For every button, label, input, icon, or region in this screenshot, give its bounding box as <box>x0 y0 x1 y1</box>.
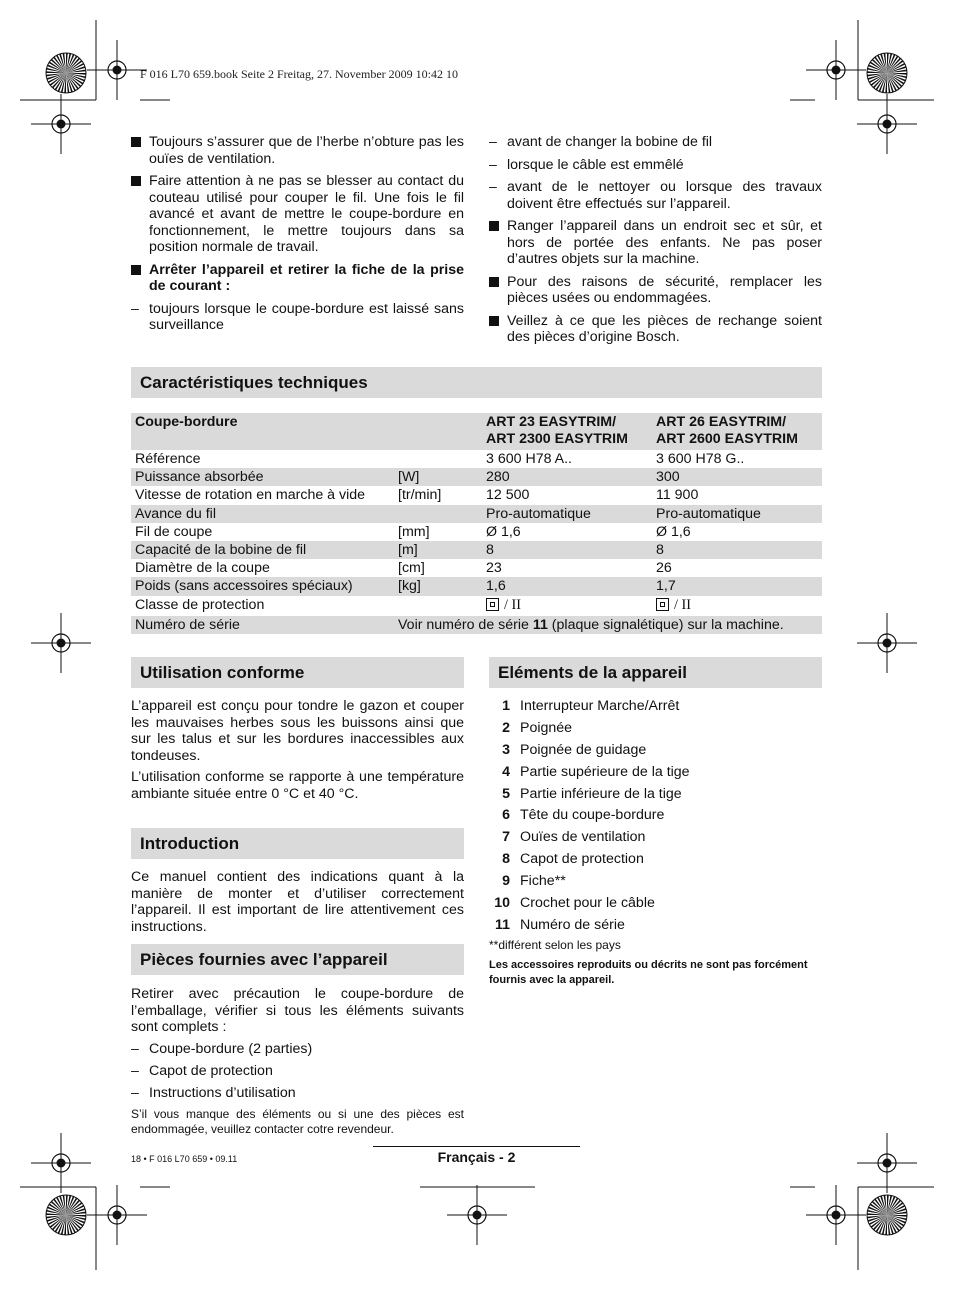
spec-value-b: 11 900 <box>656 487 699 504</box>
safety-bullet-5: Pour des raisons de sécurité, remplacer les pièces usées ou endommagées. <box>489 274 822 307</box>
safety-dash-1: – toujours lorsque le coupe-bordure est laissé sans surveillance <box>131 300 464 333</box>
element-item <box>489 698 822 720</box>
crosshair-mark-icon <box>857 613 917 673</box>
element-label: Capot de protection <box>520 851 644 868</box>
crosshair-mark-icon <box>806 40 866 100</box>
pieces-item: – Capot de protection <box>131 1062 273 1079</box>
spec-value-a: / II <box>482 596 652 617</box>
utilisation-paragraph-2: L’utilisation conforme se rapporte à une température ambiante située entre 0 °C et 40 °C. <box>131 769 464 802</box>
spec-value-b: 8 <box>652 541 822 559</box>
spec-label: Référence <box>135 451 201 467</box>
element-number: 1 <box>502 698 510 714</box>
element-label: Fiche** <box>520 873 566 890</box>
spec-unit: [tr/min] <box>398 487 442 504</box>
spec-unit <box>394 596 482 617</box>
spec-row <box>131 559 822 577</box>
element-item <box>489 720 822 742</box>
crosshair-mark-icon <box>857 94 917 154</box>
pieces-paragraph: Retirer avec précaution le coupe-bordure de l’emballage, vérifier si tous les éléments suivants sont complets : <box>131 986 464 1035</box>
spec-value-a: 23 <box>486 560 502 577</box>
element-item <box>489 764 822 786</box>
elements-notes <box>489 938 822 988</box>
elements-footnote: **différent selon les pays <box>489 938 621 952</box>
safety-bullet-2: Faire attention à ne pas se blesser au contact du couteau utilisé pour couper le fil. Une fois le fil avancé et avant de mettre le coupe-bordure en fonctionnement, le mettre toujours dans sa position normale de travail. <box>131 173 464 256</box>
spec-value-a: 12 500 <box>486 487 530 504</box>
spec-value-b: 300 <box>652 468 822 486</box>
element-number: 11 <box>495 916 510 933</box>
element-item <box>489 917 822 939</box>
starburst-mark-icon <box>867 1195 907 1235</box>
element-number: 2 <box>502 719 510 736</box>
element-number: 4 <box>502 763 510 780</box>
safety-dash-4: – avant de le nettoyer ou lorsque des travaux doivent être effectués sur l’appareil. <box>489 179 822 212</box>
utilisation-paragraph-1: L’appareil est conçu pour tondre le gazon et couper les mauvaises herbes sous les buissons ainsi que sur les talus et sur les bordures inaccessibles aux tondeuses. <box>131 698 464 764</box>
spec-row <box>131 541 822 559</box>
pieces-heading: Pièces fournies avec l’appareil <box>131 944 464 975</box>
element-item <box>489 829 822 851</box>
element-label: Poignée de guidage <box>520 741 647 758</box>
introduction-section <box>131 869 464 940</box>
specs-header-label: Coupe-bordure <box>131 413 394 450</box>
crosshair-mark-icon <box>857 1133 917 1193</box>
spec-label: Classe de protection <box>135 596 265 613</box>
starburst-mark-icon <box>867 53 907 93</box>
element-item <box>489 807 822 829</box>
spec-unit: [cm] <box>398 560 425 577</box>
spec-row <box>131 577 822 595</box>
spec-value-a: 8 <box>482 541 652 559</box>
spec-value-a: 1,6 <box>482 577 652 595</box>
safety-dash-3: – lorsque le câble est emmêlé <box>489 156 684 173</box>
element-item <box>489 786 822 808</box>
protection-class-icon <box>486 598 499 611</box>
square-bullet-icon <box>489 221 499 231</box>
spec-unit: [m] <box>394 541 482 559</box>
spec-value-b: Ø 1,6 <box>656 523 691 540</box>
protection-class-icon <box>656 598 669 611</box>
spec-value-a: 280 <box>482 468 652 486</box>
spec-unit <box>394 450 482 468</box>
footer-code: 18 • F 016 L70 659 • 09.11 <box>131 1154 238 1164</box>
element-label: Interrupteur Marche/Arrêt <box>520 698 680 714</box>
introduction-heading: Introduction <box>131 828 464 859</box>
specs-heading: Caractéristiques techniques <box>131 367 822 398</box>
pieces-section <box>131 986 464 1142</box>
spec-row <box>131 523 822 541</box>
safety-bullet-4: Ranger l’appareil dans un endroit sec et sûr, et hors de portée des enfants. Ne pas poser d’autres objets sur la machine. <box>489 218 822 268</box>
spec-value-b: 3 600 H78 G.. <box>656 451 745 467</box>
spec-unit <box>394 505 482 523</box>
specs-header-row <box>131 413 822 450</box>
element-label: Partie inférieure de la tige <box>520 785 682 802</box>
pieces-item: – Coupe-bordure (2 parties) <box>131 1040 313 1057</box>
spec-row <box>131 596 822 617</box>
specs-header-model-b: ART 26 EASYTRIM/ ART 2600 EASYTRIM <box>652 413 822 450</box>
spec-unit: [W] <box>394 468 482 486</box>
square-bullet-icon <box>131 265 141 275</box>
crosshair-mark-icon <box>447 1185 507 1245</box>
crosshair-mark-icon <box>31 1133 91 1193</box>
safety-right-column <box>489 134 822 346</box>
starburst-mark-icon <box>46 53 86 93</box>
spec-label: Fil de coupe <box>135 523 213 540</box>
spec-row <box>131 486 822 504</box>
element-number: 7 <box>502 829 510 846</box>
spec-value-b: / II <box>652 596 822 617</box>
element-number: 9 <box>502 873 510 890</box>
utilisation-heading: Utilisation conforme <box>131 657 464 688</box>
spec-label: Puissance absorbée <box>131 468 394 486</box>
pieces-note: S’il vous manque des éléments ou si une des pièces est endommagée, veuillez contacter cotre revendeur. <box>131 1106 464 1136</box>
crosshair-mark-icon <box>31 613 91 673</box>
square-bullet-icon <box>489 277 499 287</box>
element-number: 8 <box>502 851 510 868</box>
elements-list <box>489 698 822 939</box>
element-number: 10 <box>494 895 510 912</box>
crosshair-mark-icon <box>806 1185 866 1245</box>
specs-serial-row <box>131 616 822 634</box>
spec-value-a: Pro-automatique <box>482 505 652 523</box>
spec-value-b: Pro-automatique <box>652 505 822 523</box>
safety-bullet-6: Veillez à ce que les pièces de rechange soient des pièces d’origine Bosch. <box>489 313 822 346</box>
specs-header-model-a: ART 23 EASYTRIM/ ART 2300 EASYTRIM <box>482 413 652 450</box>
square-bullet-icon <box>131 137 141 147</box>
introduction-paragraph: Ce manuel contient des indications quant à la manière de monter et d’utiliser correctement l’appareil. Il est important de lire attentivement ces instructions. <box>131 869 464 935</box>
element-label: Ouïes de ventilation <box>520 829 646 846</box>
element-number: 5 <box>502 785 510 802</box>
safety-dash-2: – avant de changer la bobine de fil <box>489 134 713 150</box>
elements-disclaimer: Les accessoires reproduits ou décrits ne sont pas forcément fournis avec la appareil. <box>489 959 808 986</box>
spec-row <box>131 505 822 523</box>
specs-table <box>131 413 822 634</box>
square-bullet-icon <box>489 316 499 326</box>
element-item <box>489 873 822 895</box>
spec-row <box>131 450 822 468</box>
element-item <box>489 895 822 917</box>
element-label: Crochet pour le câble <box>520 895 655 912</box>
spec-value-a: 3 600 H78 A.. <box>486 451 572 467</box>
square-bullet-icon <box>131 176 141 186</box>
utilisation-section <box>131 698 464 807</box>
spec-label: Capacité de la bobine de fil <box>131 541 394 559</box>
element-item <box>489 742 822 764</box>
safety-bullet-1: Toujours s’assurer que de l’herbe n’obture pas les ouïes de ventilation. <box>131 134 464 167</box>
element-label: Poignée <box>520 719 573 736</box>
spec-label: Diamètre de la coupe <box>135 560 270 577</box>
spec-label: Poids (sans accessoires spéciaux) <box>131 577 394 595</box>
element-label: Numéro de série <box>520 916 625 933</box>
pieces-item: – Instructions d’utilisation <box>131 1084 296 1101</box>
spec-label: Avance du fil <box>131 505 394 523</box>
spec-label: Vitesse de rotation en marche à vide <box>135 487 366 504</box>
safety-bullet-3: Arrêter l’appareil et retirer la fiche de la prise de courant : <box>131 262 464 295</box>
spec-value-b: 1,7 <box>652 577 822 595</box>
spec-label: Numéro de série <box>131 616 394 634</box>
crosshair-mark-icon <box>31 94 91 154</box>
spec-serial-value: Voir numéro de série 11 (plaque signalétique) sur la machine. <box>394 616 822 634</box>
footer-rule <box>373 1146 580 1147</box>
spec-unit: [mm] <box>398 523 430 540</box>
footer-page-number: Français - 2 <box>437 1149 516 1165</box>
element-number: 6 <box>502 807 510 824</box>
elements-heading: Eléments de la appareil <box>489 657 822 688</box>
spec-unit: [kg] <box>394 577 482 595</box>
spec-row <box>131 468 822 486</box>
element-label: Tête du coupe-bordure <box>520 807 665 824</box>
safety-left-column <box>131 134 464 334</box>
spec-value-b: 26 <box>656 560 672 577</box>
element-item <box>489 851 822 873</box>
element-number: 3 <box>502 741 510 758</box>
spec-value-a: Ø 1,6 <box>486 523 521 540</box>
file-header-line: F 016 L70 659.book Seite 2 Freitag, 27. November 2009 10:42 10 <box>140 67 458 81</box>
element-label: Partie supérieure de la tige <box>520 763 690 780</box>
starburst-mark-icon <box>46 1195 86 1235</box>
